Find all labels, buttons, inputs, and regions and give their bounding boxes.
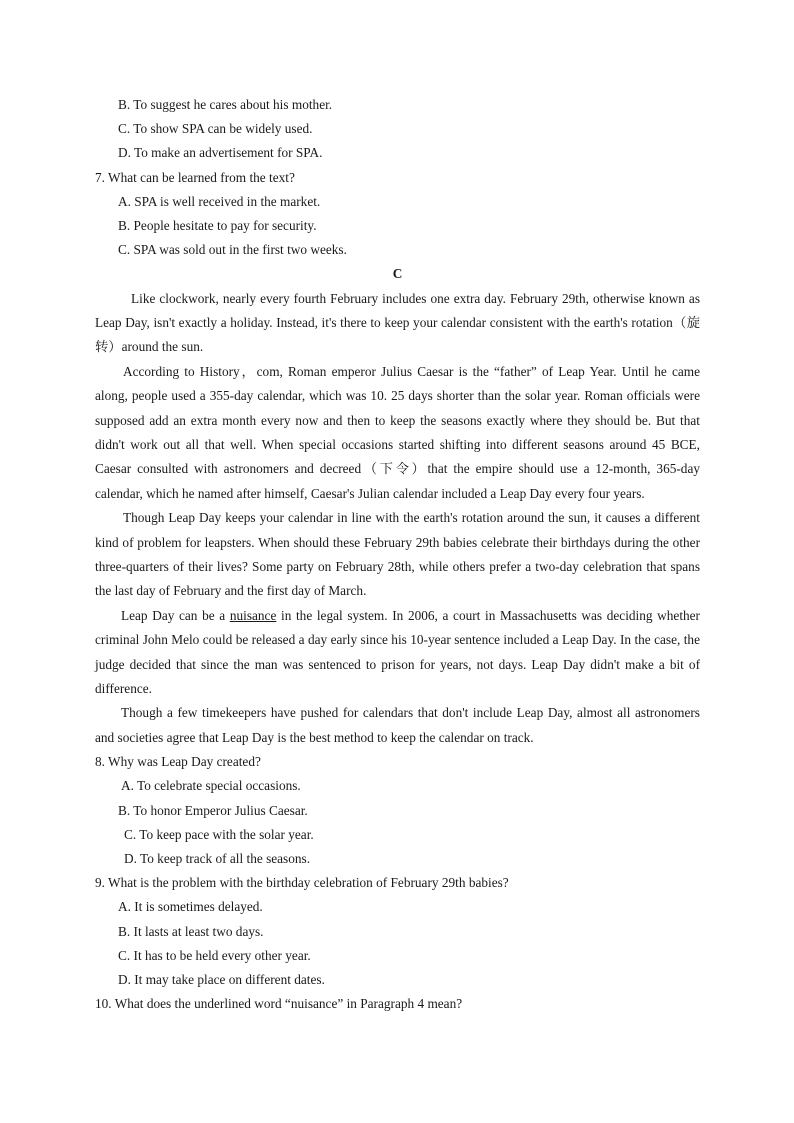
q8-option-b: B. To honor Emperor Julius Caesar. xyxy=(118,802,308,818)
q9-stem: 9. What is the problem with the birthday celebration of February 29th babies? xyxy=(95,875,509,891)
q10-stem: 10. What does the underlined word “nuisance” in Paragraph 4 mean? xyxy=(95,996,463,1012)
q9-option-b: B. It lasts at least two days. xyxy=(118,923,264,939)
q8-option-c: C. To keep pace with the solar year. xyxy=(124,826,314,842)
q7-option-b: B. People hesitate to pay for security. xyxy=(118,217,317,233)
q8-stem: 8. Why was Leap Day created? xyxy=(95,754,261,770)
q6-option-b: B. To suggest he cares about his mother. xyxy=(118,97,333,112)
q9-option-c: C. It has to be held every other year. xyxy=(118,947,311,963)
passage xyxy=(95,287,700,751)
q7-option-c: C. SPA was sold out in the first two weeks. xyxy=(118,242,347,258)
underlined-word: nuisance xyxy=(229,607,277,623)
q8-option-d: D. To keep track of all the seasons. xyxy=(124,850,311,866)
q6-option-c: C. To show SPA can be widely used. xyxy=(118,121,313,137)
q7-option-a: A. SPA is well received in the market. xyxy=(118,193,321,209)
page-content xyxy=(95,93,700,1016)
paragraph-4-rest: in the legal system. In 2006, a court in Massachusetts was deciding whether criminal John Melo could be released a day early since his 10-year sentence included a Leap Day. In the case, the judge decided that since the man was sentenced to prison for years, not days. Leap Day didn't make a bit of difference. xyxy=(95,607,700,696)
passage-paragraph-4 xyxy=(95,604,700,702)
section-heading: C xyxy=(392,266,403,282)
passage-paragraph-1: Like clockwork, nearly every fourth February includes one extra day. February 29th, otherwise known as Leap Day, isn't exactly a holiday. Instead, it's there to keep your calendar consistent with the earth's rotation（旋转）around the sun. xyxy=(95,290,700,355)
passage-paragraph-3: Though Leap Day keeps your calendar in line with the earth's rotation around the sun, it causes a different kind of problem for leapsters. When should these February 29th babies celebrate their birthdays during the other three-quarters of their lives? Some party on February 28th, while others prefer a two-day celebration that spans the last day of February and the first day of March. xyxy=(95,510,700,599)
q9-option-a: A. It is sometimes delayed. xyxy=(118,899,263,915)
passage-paragraph-5: Though a few timekeepers have pushed for calendars that don't include Leap Day, almost all astronomers and societies agree that Leap Day is the best method to keep the calendar on track. xyxy=(95,705,700,745)
paragraph-4-start: Leap Day can be a xyxy=(121,607,230,623)
q9-option-d: D. It may take place on different dates. xyxy=(118,971,325,987)
q7-stem: 7. What can be learned from the text? xyxy=(95,169,295,185)
passage-paragraph-2: According to History，com, Roman emperor Julius Caesar is the “father” of Leap Year. Until he came along, people used a 355-day calendar, which was 10. 25 days shorter than the solar year. Roman officials were supposed add an extra month every now and then to keep the seasons exactly where they should be. But that didn't work out all that well. When special occasions started shifting into different seasons around 45 BCE, Caesar consulted with astronomers and decreed（下令）that the empire should use a 12-month, 365-day calendar, which he named after himself, Caesar's Julian calendar included a Leap Day every four years. xyxy=(95,363,700,501)
q8-option-a: A. To celebrate special occasions. xyxy=(121,778,301,794)
q6-option-d: D. To make an advertisement for SPA. xyxy=(118,145,323,161)
